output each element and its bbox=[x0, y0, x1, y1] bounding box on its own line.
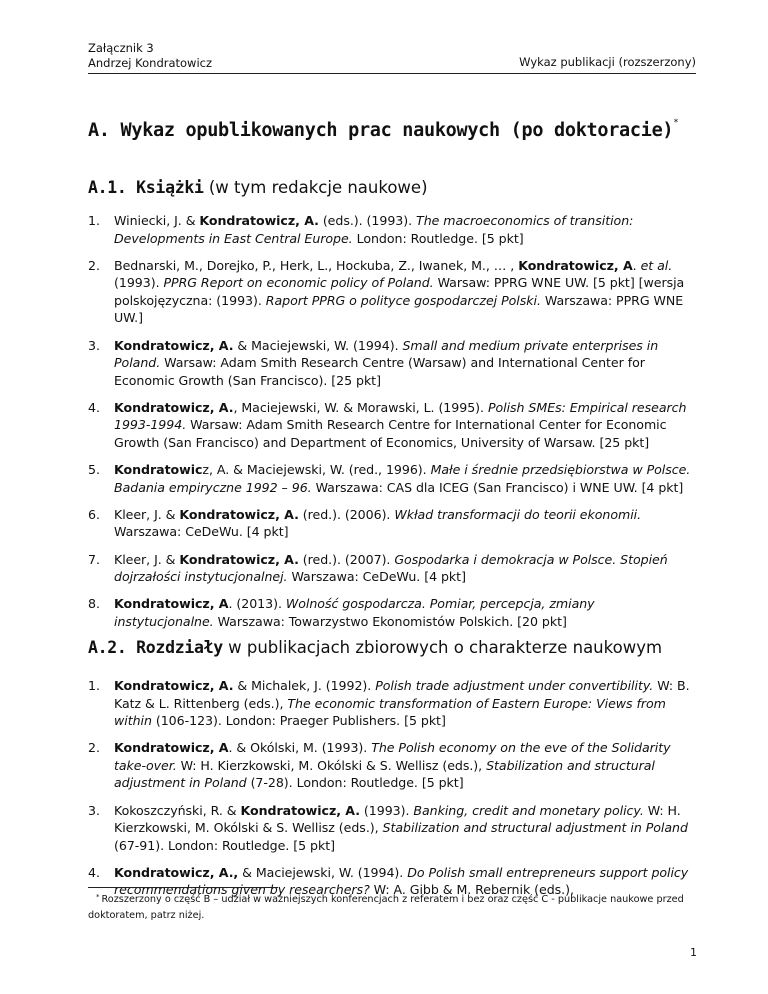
citation-text: , Maciejewski, W. & Morawski, L. (1995). bbox=[233, 399, 488, 415]
item-number: 4. bbox=[88, 399, 100, 415]
citation-text: Warszawa: CAS dla ICEG (San Francisco) i WNE UW. [4 pkt] bbox=[311, 479, 684, 495]
publication-title: The Polish economy on the eve of the Solidarity take-over. bbox=[114, 740, 671, 773]
citation-text: Warsaw: Adam Smith Research Centre for International Center for Economic Growth (San Francisco) and Department of Economics, University of Warsaw. [25 pkt] bbox=[114, 417, 667, 451]
publication-title: Do Polish small entrepreneurs support policy recommendations given by researchers? bbox=[114, 864, 689, 898]
citation-text: (red.). (2007). bbox=[298, 551, 395, 567]
citation-text: W: A. Gibb & M. Rebernik (eds.), bbox=[369, 882, 574, 898]
page-header bbox=[88, 41, 696, 74]
item-number: 1. bbox=[88, 678, 100, 693]
section-a1-list bbox=[88, 212, 696, 640]
item-number: 5. bbox=[88, 462, 100, 478]
citation-text: . (2013). bbox=[228, 596, 286, 612]
citation-text: Kokoszczyński, R. & bbox=[114, 802, 241, 818]
citation-text: . bbox=[632, 257, 641, 273]
publication-title: PPRG Report on economic policy of Poland. bbox=[163, 275, 434, 291]
author-highlight: Kondratowicz, A. bbox=[179, 506, 299, 522]
author-highlight: Kondratowicz, A., bbox=[114, 864, 239, 880]
citation-text: (1993). bbox=[359, 802, 414, 818]
main-title: A. Wykaz opublikowanych prac naukowych (po doktoracie)* bbox=[88, 118, 679, 141]
section-a2-heading: A.2. Rozdziały w publikacjach zbiorowych o charakterze naukowym bbox=[88, 638, 663, 657]
citation-text: Winiecki, J. & bbox=[114, 213, 200, 228]
citation-text: W: H. Kierzkowski, M. Okólski & S. Wellisz (eds.), bbox=[114, 802, 681, 836]
citation-text: Bednarski, M., Dorejko, P., Herk, L., Hockuba, Z., Iwanek, M., … , bbox=[114, 257, 519, 273]
header-attachment: Załącznik 3 bbox=[88, 41, 154, 55]
citation-text: W: H. Kierzkowski, M. Okólski & S. Wellisz (eds.), bbox=[176, 757, 487, 773]
citation-text: z, A. & Maciejewski, W. (red., 1996). bbox=[202, 462, 431, 478]
author-highlight: Kondratowicz, A bbox=[518, 257, 633, 273]
citation-text: (106-123). London: Praeger Publishers. [5 pkt] bbox=[151, 713, 446, 729]
author-highlight: Kondratowicz, A. bbox=[114, 678, 234, 693]
publication-item bbox=[88, 551, 696, 586]
publication-title: Small and medium private enterprises in Poland. bbox=[114, 337, 659, 371]
section-a2-list bbox=[88, 677, 696, 909]
publication-item bbox=[88, 399, 696, 452]
publication-item bbox=[88, 461, 696, 496]
footnote: * Rozszerzony o część B – udział w ważniejszych konferencjach z referatem i bez oraz część C - publikacje naukowe przed doktoratem, patrz niżej. bbox=[88, 893, 684, 921]
publication-title: et al. bbox=[640, 257, 673, 273]
citation-text: (1993). bbox=[114, 275, 164, 291]
publication-title: Raport PPRG o polityce gospodarczej Polski. bbox=[265, 292, 541, 308]
citation-text: (eds.). (1993). bbox=[318, 213, 417, 228]
citation-text: Kleer, J. & bbox=[114, 506, 180, 522]
citation-text: (67-91). London: Routledge. [5 pkt] bbox=[114, 837, 335, 853]
item-number: 3. bbox=[88, 802, 100, 818]
item-number: 3. bbox=[88, 337, 100, 353]
item-number: 7. bbox=[88, 551, 100, 567]
citation-text: Warszawa: PPRG WNE UW.] bbox=[114, 292, 684, 326]
publication-item bbox=[88, 595, 696, 630]
citation-text: Warszawa: Towarzystwo Ekonomistów Polskich. [20 pkt] bbox=[213, 613, 567, 629]
publication-title: The macroeconomics of transition: Developments in East Central Europe. bbox=[114, 213, 634, 246]
author-highlight: Kondratowicz, A. bbox=[114, 399, 234, 415]
publication-title: Polish trade adjustment under convertibility. bbox=[375, 678, 654, 693]
publication-item bbox=[88, 257, 696, 327]
publication-item bbox=[88, 739, 696, 792]
item-number: 2. bbox=[88, 740, 100, 756]
publication-item bbox=[88, 337, 696, 390]
author-highlight: Kondratowicz, A. bbox=[179, 551, 299, 567]
citation-text: & Maciejewski, W. (1994). bbox=[233, 337, 403, 353]
footnote-divider bbox=[88, 887, 278, 888]
publication-title: Gospodarka i demokracja w Polsce. Stopień dojrzałości instytucjonalnej. bbox=[114, 551, 668, 585]
publication-item bbox=[88, 802, 696, 855]
publication-title: Banking, credit and monetary policy. bbox=[413, 802, 644, 818]
publication-title: Wolność gospodarcza. Pomiar, percepcja, zmiany instytucjonalne. bbox=[114, 596, 595, 629]
citation-text: (red.). (2006). bbox=[298, 506, 395, 522]
publication-title: The economic transformation of Eastern Europe: Views from within bbox=[114, 695, 666, 729]
publication-item bbox=[88, 677, 696, 730]
author-highlight: Kondratowicz, A. bbox=[199, 213, 319, 228]
section-a1-heading: A.1. Książki (w tym redakcje naukowe) bbox=[88, 178, 428, 197]
page-number: 1 bbox=[690, 946, 697, 959]
author-highlight: Kondratowicz, A. bbox=[114, 337, 234, 353]
citation-text: & Maciejewski, W. (1994). bbox=[238, 864, 408, 880]
item-number: 2. bbox=[88, 257, 100, 273]
author-highlight: Kondratowicz, A bbox=[114, 596, 229, 612]
author-highlight: Kondratowicz, A bbox=[114, 740, 229, 756]
citation-text: . & Okólski, M. (1993). bbox=[228, 740, 372, 756]
citation-text: Warszawa: CeDeWu. [4 pkt] bbox=[287, 569, 466, 585]
citation-text: & Michalek, J. (1992). bbox=[233, 678, 376, 693]
citation-text: Warsaw: PPRG WNE UW. [5 pkt] [wersja polskojęzyczna: (1993). bbox=[114, 275, 685, 308]
item-number: 4. bbox=[88, 864, 100, 880]
publication-item bbox=[88, 506, 696, 541]
citation-text: (7-28). London: Routledge. [5 pkt] bbox=[246, 775, 464, 791]
footnote-ref: * bbox=[673, 118, 679, 128]
publication-title: Małe i średnie przedsiębiorstwa w Polsce. Badania empiryczne 1992 – 96. bbox=[114, 462, 691, 495]
citation-text: London: Routledge. [5 pkt] bbox=[352, 230, 524, 246]
citation-text: Kleer, J. & bbox=[114, 551, 180, 567]
publication-title: Wkład transformacji do teorii ekonomii. bbox=[394, 506, 642, 522]
item-number: 6. bbox=[88, 506, 100, 522]
item-number: 8. bbox=[88, 596, 100, 612]
header-doc-title: Wykaz publikacji (rozszerzony) bbox=[519, 55, 696, 69]
publication-title: Polish SMEs: Empirical research 1993-1994. bbox=[114, 399, 687, 433]
citation-text: Warszawa: CeDeWu. [4 pkt] bbox=[114, 524, 289, 540]
citation-text: Warsaw: Adam Smith Research Centre (Warsaw) and International Center for Economic Growth (San Francisco). [25 pkt] bbox=[114, 355, 645, 388]
publication-item bbox=[88, 212, 696, 247]
citation-text: W: B. Katz & L. Rittenberg (eds.), bbox=[114, 678, 690, 711]
author-highlight: Kondratowic bbox=[114, 462, 203, 478]
publication-title: Stabilization and structural adjustment in Poland bbox=[114, 757, 655, 791]
item-number: 1. bbox=[88, 213, 100, 228]
header-author: Andrzej Kondratowicz bbox=[88, 56, 213, 70]
publication-title: Stabilization and structural adjustment in Poland bbox=[382, 820, 688, 836]
author-highlight: Kondratowicz, A. bbox=[240, 802, 360, 818]
footnote-text: Rozszerzony o część B – udział w ważniejszych konferencjach z referatem i bez oraz część C - publikacje naukowe przed doktoratem, patrz niżej. bbox=[88, 894, 684, 921]
